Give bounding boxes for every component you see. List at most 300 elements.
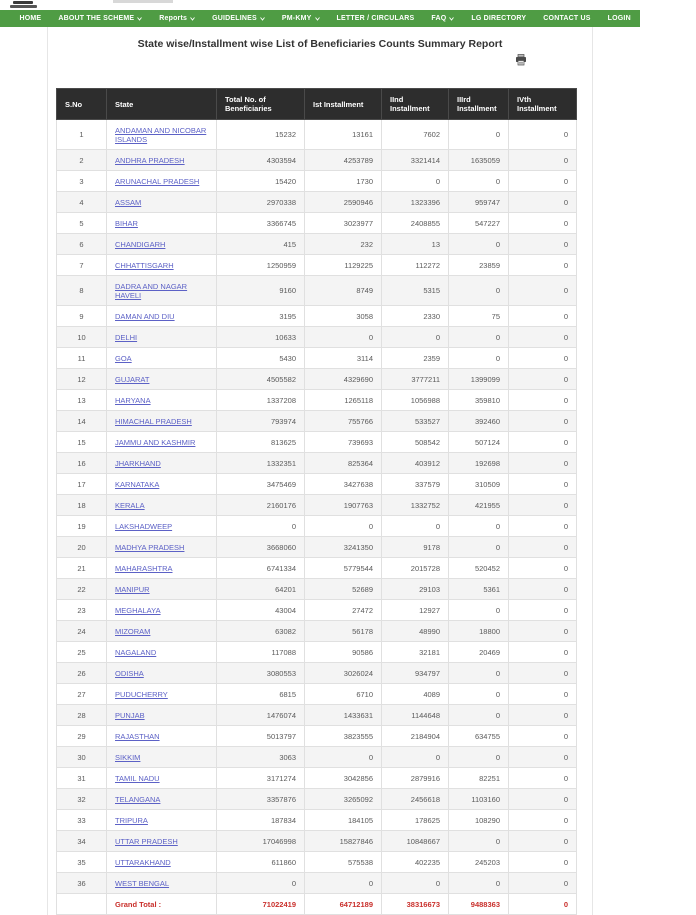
table-row	[57, 642, 577, 663]
state-cell	[107, 768, 217, 789]
ist-installment-value: 8749	[305, 276, 382, 306]
state-link[interactable]: JAMMU AND KASHMIR	[115, 437, 196, 447]
total-beneficiaries-value: 1476074	[217, 705, 305, 726]
state-link[interactable]: CHANDIGARH	[115, 239, 166, 249]
total-beneficiaries-value: 3357876	[217, 789, 305, 810]
table-row	[57, 705, 577, 726]
total-beneficiaries-value: 2160176	[217, 495, 305, 516]
iind-installment-value: 403912	[382, 453, 449, 474]
total-beneficiaries-value: 3366745	[217, 213, 305, 234]
ist-installment-value: 4253789	[305, 150, 382, 171]
iiird-installment-value: 18800	[449, 621, 509, 642]
state-link[interactable]: HARYANA	[115, 395, 151, 405]
table-row	[57, 369, 577, 390]
iind-installment-value: 508542	[382, 432, 449, 453]
iind-installment-value: 2456618	[382, 789, 449, 810]
ist-installment-value: 3042856	[305, 768, 382, 789]
chevron-down-icon	[190, 17, 195, 21]
iind-installment-value: 29103	[382, 579, 449, 600]
row-sno: 34	[57, 831, 107, 852]
table-row	[57, 327, 577, 348]
table-row	[57, 789, 577, 810]
state-link[interactable]: MIZORAM	[115, 626, 151, 636]
ivth-installment-value: 0	[509, 747, 577, 768]
state-link[interactable]: SIKKIM	[115, 752, 141, 762]
state-link[interactable]: ANDAMAN AND NICOBAR ISLANDS	[115, 125, 207, 144]
nav-item-home[interactable]	[11, 15, 50, 22]
table-row	[57, 579, 577, 600]
state-cell	[107, 705, 217, 726]
col-header-total: Total No. of Beneficiaries	[217, 89, 305, 120]
row-sno: 13	[57, 390, 107, 411]
row-sno: 8	[57, 276, 107, 306]
ist-installment-value: 56178	[305, 621, 382, 642]
ivth-installment-value: 0	[509, 495, 577, 516]
ivth-installment-value: 0	[509, 642, 577, 663]
ivth-installment-value: 0	[509, 789, 577, 810]
grand-total-empty-cell	[57, 894, 107, 915]
total-beneficiaries-value: 17046998	[217, 831, 305, 852]
nav-item-faq[interactable]	[423, 15, 463, 22]
nav-item-label: ABOUT THE SCHEME	[58, 15, 135, 22]
row-sno: 33	[57, 810, 107, 831]
nav-item-label: GUIDELINES	[212, 15, 257, 22]
state-link[interactable]: ARUNACHAL PRADESH	[115, 176, 200, 186]
iiird-installment-value: 0	[449, 705, 509, 726]
state-link[interactable]: NAGALAND	[115, 647, 157, 657]
iind-installment-value: 2015728	[382, 558, 449, 579]
table-row	[57, 390, 577, 411]
ivth-installment-value: 0	[509, 120, 577, 150]
iind-installment-value: 0	[382, 516, 449, 537]
iind-installment-value: 112272	[382, 255, 449, 276]
table-row	[57, 558, 577, 579]
state-cell	[107, 411, 217, 432]
total-beneficiaries-value: 6815	[217, 684, 305, 705]
state-cell	[107, 852, 217, 873]
ist-installment-value: 0	[305, 327, 382, 348]
row-sno: 2	[57, 150, 107, 171]
row-sno: 10	[57, 327, 107, 348]
total-beneficiaries-value: 3171274	[217, 768, 305, 789]
ist-installment-value: 1265118	[305, 390, 382, 411]
page-title: State wise/Installment wise List of Beneficiaries Counts Summary Report	[137, 38, 503, 50]
iiird-installment-value: 0	[449, 663, 509, 684]
ist-installment-value: 4329690	[305, 369, 382, 390]
row-sno: 17	[57, 474, 107, 495]
table-row	[57, 621, 577, 642]
iind-installment-value: 2408855	[382, 213, 449, 234]
state-cell	[107, 306, 217, 327]
nav-item-pm-kmy[interactable]	[273, 15, 328, 22]
grand-total-beneficiaries: 71022419	[217, 894, 305, 915]
iiird-installment-value: 20469	[449, 642, 509, 663]
nav-item-label: LETTER / CIRCULARS	[336, 15, 415, 22]
row-sno: 24	[57, 621, 107, 642]
ist-installment-value: 232	[305, 234, 382, 255]
iind-installment-value: 2879916	[382, 768, 449, 789]
row-sno: 4	[57, 192, 107, 213]
iiird-installment-value: 82251	[449, 768, 509, 789]
ist-installment-value: 3823555	[305, 726, 382, 747]
nav-item-about-the-scheme[interactable]	[50, 15, 151, 22]
grand-total-iiird: 9488363	[449, 894, 509, 915]
total-beneficiaries-value: 3080553	[217, 663, 305, 684]
table-row	[57, 171, 577, 192]
table-row	[57, 453, 577, 474]
total-beneficiaries-value: 187834	[217, 810, 305, 831]
ivth-installment-value: 0	[509, 726, 577, 747]
ist-installment-value: 52689	[305, 579, 382, 600]
ist-installment-value: 5779544	[305, 558, 382, 579]
iiird-installment-value: 959747	[449, 192, 509, 213]
iind-installment-value: 7602	[382, 120, 449, 150]
nav-item-lg-directory[interactable]	[463, 15, 535, 22]
row-sno: 16	[57, 453, 107, 474]
table-row	[57, 432, 577, 453]
table-body	[57, 120, 577, 894]
ist-installment-value: 15827846	[305, 831, 382, 852]
state-link[interactable]: TAMIL NADU	[115, 773, 160, 783]
total-beneficiaries-value: 1250959	[217, 255, 305, 276]
ist-installment-value: 3265092	[305, 789, 382, 810]
nav-item-reports[interactable]	[151, 15, 204, 22]
state-cell	[107, 621, 217, 642]
state-link[interactable]: GUJARAT	[115, 374, 150, 384]
nav-item-label: FTO LOGIN	[647, 15, 688, 22]
nav-item-label: FAQ	[431, 15, 447, 22]
chevron-down-icon	[137, 17, 142, 21]
ist-installment-value: 755766	[305, 411, 382, 432]
state-cell	[107, 789, 217, 810]
total-beneficiaries-value: 3063	[217, 747, 305, 768]
iind-installment-value: 13	[382, 234, 449, 255]
ivth-installment-value: 0	[509, 600, 577, 621]
row-sno: 3	[57, 171, 107, 192]
iiird-installment-value: 1103160	[449, 789, 509, 810]
total-beneficiaries-value: 2970338	[217, 192, 305, 213]
state-link[interactable]: TELANGANA	[115, 794, 161, 804]
table-row	[57, 213, 577, 234]
ist-installment-value: 3427638	[305, 474, 382, 495]
iiird-installment-value: 1635059	[449, 150, 509, 171]
table-row	[57, 306, 577, 327]
total-beneficiaries-value: 0	[217, 873, 305, 894]
table-row	[57, 600, 577, 621]
ist-installment-value: 3114	[305, 348, 382, 369]
total-beneficiaries-value: 63082	[217, 621, 305, 642]
iiird-installment-value: 0	[449, 171, 509, 192]
iiird-installment-value: 75	[449, 306, 509, 327]
state-link[interactable]: JHARKHAND	[115, 458, 161, 468]
row-sno: 5	[57, 213, 107, 234]
state-cell	[107, 255, 217, 276]
ivth-installment-value: 0	[509, 171, 577, 192]
state-cell	[107, 348, 217, 369]
state-cell	[107, 327, 217, 348]
iind-installment-value: 4089	[382, 684, 449, 705]
ivth-installment-value: 0	[509, 852, 577, 873]
state-link[interactable]: KERALA	[115, 500, 145, 510]
ivth-installment-value: 0	[509, 768, 577, 789]
state-link[interactable]: TRIPURA	[115, 815, 148, 825]
total-beneficiaries-value: 3668060	[217, 537, 305, 558]
state-link[interactable]: PUNJAB	[115, 710, 145, 720]
state-link[interactable]: DAMAN AND DIU	[115, 311, 175, 321]
ivth-installment-value: 0	[509, 453, 577, 474]
ist-installment-value: 3026024	[305, 663, 382, 684]
state-link[interactable]: HIMACHAL PRADESH	[115, 416, 192, 426]
ivth-installment-value: 0	[509, 306, 577, 327]
state-link[interactable]: CHHATTISGARH	[115, 260, 174, 270]
ist-installment-value: 184105	[305, 810, 382, 831]
table-row	[57, 852, 577, 873]
nav-item-letter-circulars[interactable]	[328, 15, 423, 22]
iind-installment-value: 32181	[382, 642, 449, 663]
table-row	[57, 873, 577, 894]
col-header-sno: S.No	[57, 89, 107, 120]
state-cell	[107, 432, 217, 453]
iind-installment-value: 3321414	[382, 150, 449, 171]
table-row	[57, 276, 577, 306]
total-beneficiaries-value: 4505582	[217, 369, 305, 390]
iind-installment-value: 0	[382, 747, 449, 768]
row-sno: 30	[57, 747, 107, 768]
row-sno: 18	[57, 495, 107, 516]
ist-installment-value: 90586	[305, 642, 382, 663]
nav-item-fto-login[interactable]	[639, 15, 696, 22]
col-header-iiird: IIIrd Installment	[449, 89, 509, 120]
ivth-installment-value: 0	[509, 579, 577, 600]
iind-installment-value: 2359	[382, 348, 449, 369]
state-link[interactable]: BIHAR	[115, 218, 138, 228]
state-link[interactable]: WEST BENGAL	[115, 878, 170, 888]
state-link[interactable]: DADRA AND NAGAR HAVELI	[115, 281, 188, 300]
col-header-ivth: IVth Installment	[509, 89, 577, 120]
state-link[interactable]: ASSAM	[115, 197, 142, 207]
ist-installment-value: 825364	[305, 453, 382, 474]
row-sno: 22	[57, 579, 107, 600]
row-sno: 6	[57, 234, 107, 255]
ivth-installment-value: 0	[509, 369, 577, 390]
grand-total-ivth: 0	[509, 894, 577, 915]
total-beneficiaries-value: 3475469	[217, 474, 305, 495]
ivth-installment-value: 0	[509, 474, 577, 495]
iiird-installment-value: 23859	[449, 255, 509, 276]
total-beneficiaries-value: 1332351	[217, 453, 305, 474]
total-beneficiaries-value: 15420	[217, 171, 305, 192]
state-cell	[107, 453, 217, 474]
iiird-installment-value: 507124	[449, 432, 509, 453]
col-header-ist: Ist Installment	[305, 89, 382, 120]
table-row	[57, 831, 577, 852]
table-row	[57, 663, 577, 684]
iind-installment-value: 1056988	[382, 390, 449, 411]
row-sno: 15	[57, 432, 107, 453]
beneficiaries-summary-table	[56, 88, 577, 915]
row-sno: 11	[57, 348, 107, 369]
total-beneficiaries-value: 4303594	[217, 150, 305, 171]
row-sno: 1	[57, 120, 107, 150]
iind-installment-value: 1323396	[382, 192, 449, 213]
ist-installment-value: 1907763	[305, 495, 382, 516]
state-link[interactable]: LAKSHADWEEP	[115, 521, 173, 531]
iiird-installment-value: 192698	[449, 453, 509, 474]
ist-installment-value: 1730	[305, 171, 382, 192]
row-sno: 21	[57, 558, 107, 579]
iind-installment-value: 2330	[382, 306, 449, 327]
iiird-installment-value: 310509	[449, 474, 509, 495]
state-cell	[107, 369, 217, 390]
ivth-installment-value: 0	[509, 810, 577, 831]
ivth-installment-value: 0	[509, 621, 577, 642]
table-row	[57, 411, 577, 432]
state-cell	[107, 747, 217, 768]
row-sno: 7	[57, 255, 107, 276]
ist-installment-value: 3241350	[305, 537, 382, 558]
ist-installment-value: 1129225	[305, 255, 382, 276]
ivth-installment-value: 0	[509, 234, 577, 255]
row-sno: 35	[57, 852, 107, 873]
row-sno: 29	[57, 726, 107, 747]
row-sno: 31	[57, 768, 107, 789]
table-row	[57, 495, 577, 516]
state-cell	[107, 516, 217, 537]
ist-installment-value: 0	[305, 747, 382, 768]
iiird-installment-value: 0	[449, 120, 509, 150]
state-cell	[107, 579, 217, 600]
state-cell	[107, 810, 217, 831]
ivth-installment-value: 0	[509, 192, 577, 213]
row-sno: 9	[57, 306, 107, 327]
state-cell	[107, 213, 217, 234]
iiird-installment-value: 1399099	[449, 369, 509, 390]
state-cell	[107, 171, 217, 192]
iind-installment-value: 0	[382, 873, 449, 894]
row-sno: 20	[57, 537, 107, 558]
total-beneficiaries-value: 5013797	[217, 726, 305, 747]
state-link[interactable]: PUDUCHERRY	[115, 689, 168, 699]
state-link[interactable]: GOA	[115, 353, 132, 363]
table-row	[57, 255, 577, 276]
iiird-installment-value: 520452	[449, 558, 509, 579]
table-row	[57, 810, 577, 831]
printer-icon[interactable]	[515, 54, 527, 66]
ivth-installment-value: 0	[509, 213, 577, 234]
row-sno: 12	[57, 369, 107, 390]
iind-installment-value: 934797	[382, 663, 449, 684]
grand-total-iind: 38316673	[382, 894, 449, 915]
row-sno: 26	[57, 663, 107, 684]
ist-installment-value: 13161	[305, 120, 382, 150]
state-link[interactable]: DELHI	[115, 332, 138, 342]
chevron-down-icon	[449, 17, 454, 21]
state-cell	[107, 276, 217, 306]
nav-item-label: PM-KMY	[281, 15, 312, 22]
total-beneficiaries-value: 10633	[217, 327, 305, 348]
nav-item-guidelines[interactable]	[204, 15, 274, 22]
iiird-installment-value: 421955	[449, 495, 509, 516]
ivth-installment-value: 0	[509, 684, 577, 705]
iind-installment-value: 533527	[382, 411, 449, 432]
nav-item-label: HOME	[19, 15, 42, 22]
ist-installment-value: 739693	[305, 432, 382, 453]
iiird-installment-value: 0	[449, 831, 509, 852]
iind-installment-value: 2184904	[382, 726, 449, 747]
table-row	[57, 192, 577, 213]
state-cell	[107, 642, 217, 663]
iind-installment-value: 337579	[382, 474, 449, 495]
table-row	[57, 537, 577, 558]
nav-item-label: Reports	[159, 15, 188, 22]
state-link[interactable]: MADHYA PRADESH	[115, 542, 185, 552]
state-cell	[107, 120, 217, 150]
state-link[interactable]: KARNATAKA	[115, 479, 160, 489]
state-link[interactable]: MANIPUR	[115, 584, 150, 594]
ivth-installment-value: 0	[509, 255, 577, 276]
iiird-installment-value: 0	[449, 327, 509, 348]
ivth-installment-value: 0	[509, 411, 577, 432]
iind-installment-value: 5315	[382, 276, 449, 306]
grand-total-label: Grand Total :	[107, 894, 217, 915]
ist-installment-value: 1433631	[305, 705, 382, 726]
state-link[interactable]: ODISHA	[115, 668, 144, 678]
ist-installment-value: 3058	[305, 306, 382, 327]
ivth-installment-value: 0	[509, 150, 577, 171]
iiird-installment-value: 0	[449, 747, 509, 768]
total-beneficiaries-value: 813625	[217, 432, 305, 453]
total-beneficiaries-value: 1337208	[217, 390, 305, 411]
state-link[interactable]: UTTAR PRADESH	[115, 836, 178, 846]
ivth-installment-value: 0	[509, 873, 577, 894]
state-cell	[107, 684, 217, 705]
ivth-installment-value: 0	[509, 432, 577, 453]
nav-item-login[interactable]	[599, 15, 639, 22]
nav-item-label: LG DIRECTORY	[471, 15, 527, 22]
state-cell	[107, 495, 217, 516]
state-cell	[107, 873, 217, 894]
total-beneficiaries-value: 0	[217, 516, 305, 537]
iind-installment-value: 1332752	[382, 495, 449, 516]
state-link[interactable]: MAHARASHTRA	[115, 563, 173, 573]
emblem-logo-fragment	[10, 1, 38, 9]
row-sno: 28	[57, 705, 107, 726]
iiird-installment-value: 547227	[449, 213, 509, 234]
state-cell	[107, 600, 217, 621]
iiird-installment-value: 0	[449, 537, 509, 558]
iind-installment-value: 1144648	[382, 705, 449, 726]
table-row	[57, 747, 577, 768]
iiird-installment-value: 634755	[449, 726, 509, 747]
iind-installment-value: 178625	[382, 810, 449, 831]
state-link[interactable]: ANDHRA PRADESH	[115, 155, 185, 165]
table-row	[57, 474, 577, 495]
state-cell	[107, 663, 217, 684]
table-row	[57, 234, 577, 255]
state-link[interactable]: MEGHALAYA	[115, 605, 161, 615]
state-link[interactable]: RAJASTHAN	[115, 731, 160, 741]
state-link[interactable]: UTTARAKHAND	[115, 857, 171, 867]
ist-installment-value: 0	[305, 873, 382, 894]
iiird-installment-value: 0	[449, 873, 509, 894]
ist-installment-value: 27472	[305, 600, 382, 621]
nav-item-contact-us[interactable]	[535, 15, 599, 22]
ivth-installment-value: 0	[509, 663, 577, 684]
state-cell	[107, 726, 217, 747]
col-header-iind: IInd Installment	[382, 89, 449, 120]
print-row	[48, 53, 592, 67]
iiird-installment-value: 0	[449, 684, 509, 705]
